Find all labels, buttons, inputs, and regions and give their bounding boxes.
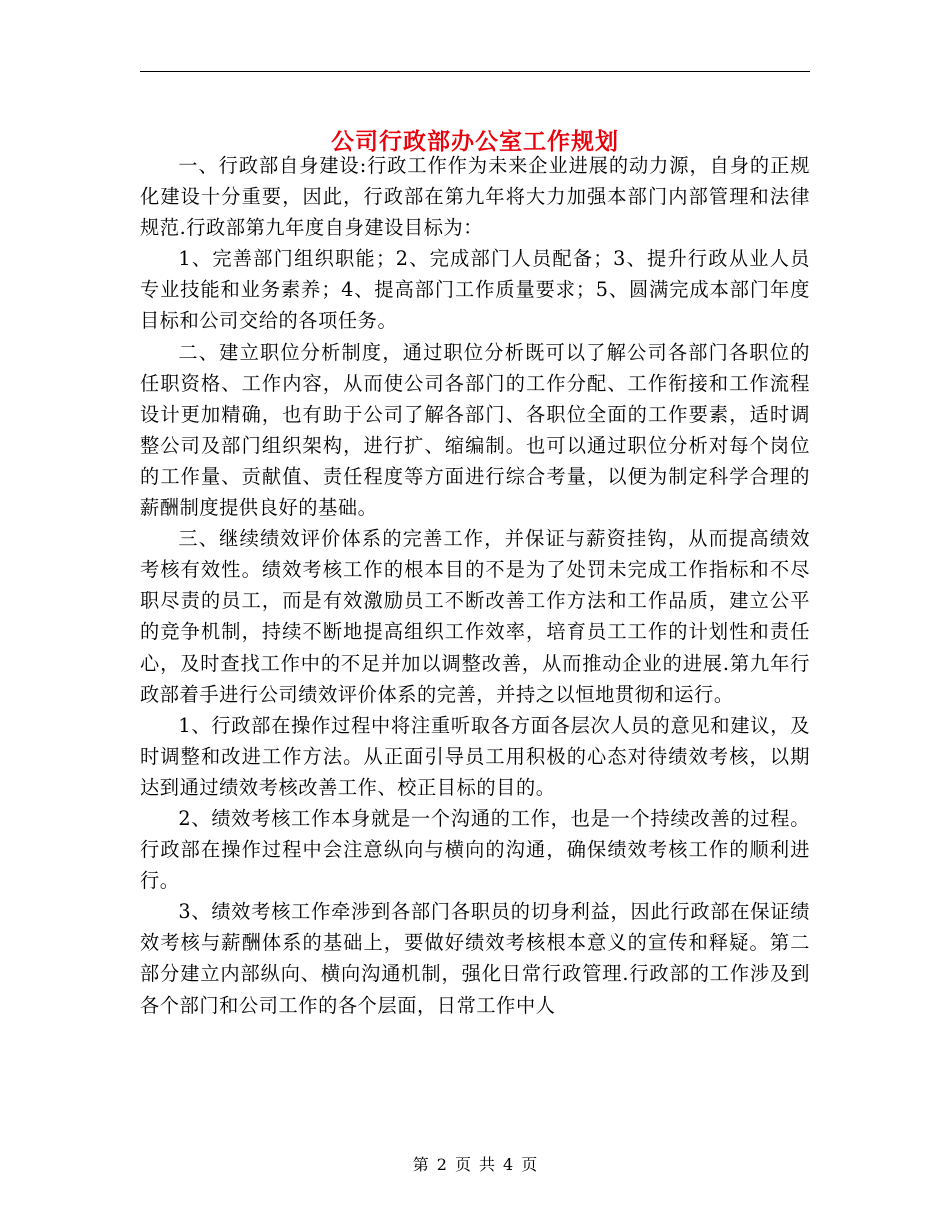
footer-total-word: 共	[479, 1155, 496, 1174]
footer-current-page: 2	[436, 1155, 447, 1174]
paragraph-point-1: 1、行政部在操作过程中将注重听取各方面各层次人员的意见和建议，及时调整和改进工作方法。从正面引导员工用积极的心态对待绩效考核，以期达到通过绩效考核改善工作、校正目标的目的。	[140, 713, 810, 799]
document-body	[140, 150, 810, 1021]
header-rule	[140, 71, 810, 72]
paragraph-job-analysis: 二、建立职位分析制度，通过职位分析既可以了解公司各部门各职位的任职资格、工作内容，从而使公司各部门的工作分配、工作衔接和工作流程设计更加精确，也有助于公司了解各部门、各职位全面的工作要素，适时调整公司及部门组织架构，进行扩、缩编制。也可以通过职位分析对每个岗位的工作量、贡献值、责任程度等方面进行综合考量，以便为制定科学合理的薪酬制度提供良好的基础。	[140, 340, 810, 520]
footer-page-word: 页	[454, 1155, 471, 1174]
footer-prefix: 第	[412, 1155, 429, 1174]
footer-total-pages: 4	[503, 1155, 514, 1174]
paragraph-point-2: 2、绩效考核工作本身就是一个沟通的工作，也是一个持续改善的过程。行政部在操作过程中会注意纵向与横向的沟通，确保绩效考核工作的顺利进行。	[140, 806, 810, 893]
paragraph-performance-system: 三、继续绩效评价体系的完善工作，并保证与薪资挂钩，从而提高绩效考核有效性。绩效考核工作的根本目的不是为了处罚未完成工作指标和不尽职尽责的员工，而是有效激励员工不断改善工作方法和工作品质，建立公平的竞争机制，持续不断地提高组织工作效率，培育员工工作的计划性和责任心，及时查找工作中的不足并加以调整改善，从而推动企业的进展.第九年行政部着手进行公司绩效评价体系的完善，并持之以恒地贯彻和运行。	[140, 527, 810, 706]
paragraph-self-construction: 一、行政部自身建设:行政工作作为未来企业进展的动力源，自身的正规化建设十分重要，因此，行政部在第九年将大力加强本部门内部管理和法律规范.行政部第九年度自身建设目标为：	[140, 154, 810, 240]
page-footer	[0, 1153, 950, 1177]
paragraph-point-3: 3、绩效考核工作牵涉到各部门各职员的切身利益，因此行政部在保证绩效考核与薪酬体系的基础上，要做好绩效考核根本意义的宣传和释疑。第二部分建立内部纵向、横向沟通机制，强化日常行政管理.行政部的工作涉及到各个部门和公司工作的各个层面，日常工作中人	[140, 900, 810, 1017]
document-title: 公司行政部办公室工作规划	[331, 128, 619, 156]
footer-suffix: 页	[521, 1155, 538, 1174]
paragraph-goals-list: 1、完善部门组织职能；2、完成部门人员配备；3、提升行政从业人员专业技能和业务素养；4、提高部门工作质量要求；5、圆满完成本部门年度目标和公司交给的各项任务。	[140, 247, 810, 333]
